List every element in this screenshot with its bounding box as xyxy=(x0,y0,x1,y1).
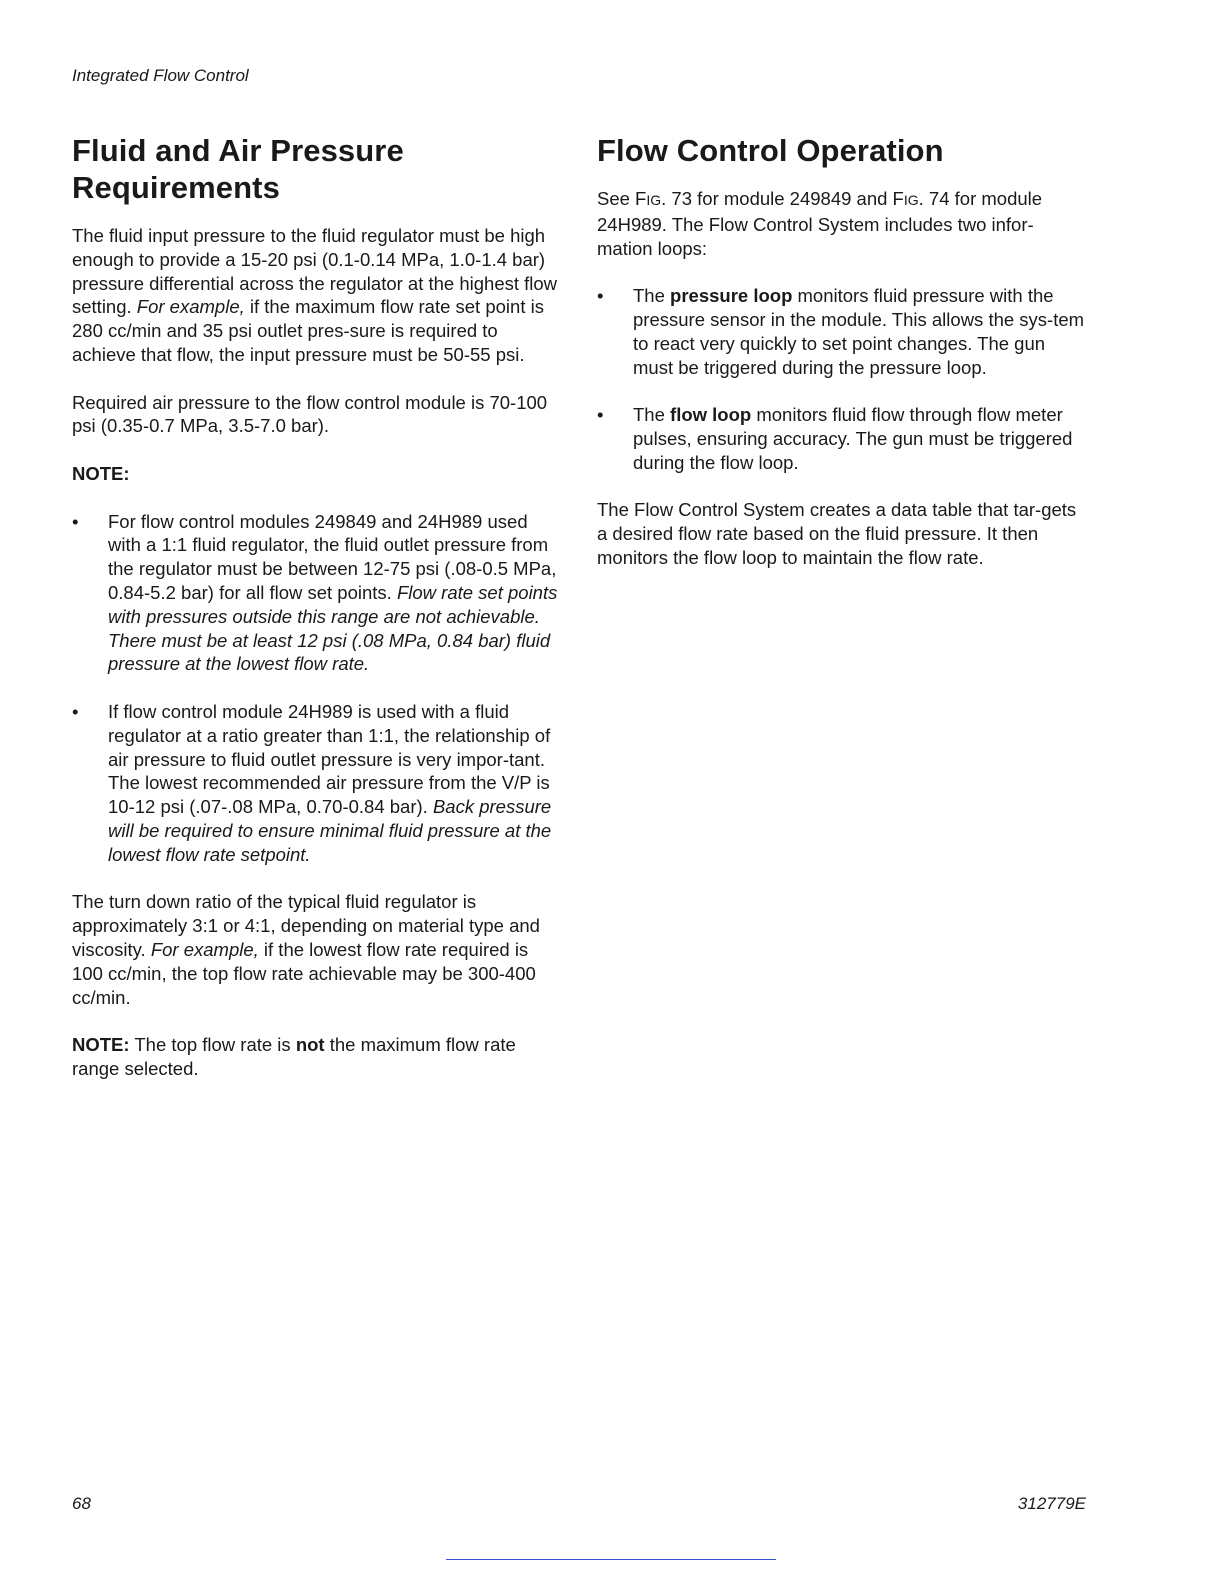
strong-text: pressure loop xyxy=(670,285,793,307)
text-run: The xyxy=(633,285,671,307)
paragraph-air-pressure: Required air pressure to the flow control module is 70-100 psi (0.35-0.7 MPa, 3.5-7.0 bar). xyxy=(72,391,548,437)
paragraph-fluid-input-pressure xyxy=(72,224,558,367)
text-run: The fluid input pressure to the fluid regulator must be high enough to provide a 15-20 psi (0.1-0.14 MPa, 1.0-1.4 bar) pressure differential across the regulator at the highest flow setting. xyxy=(72,225,558,318)
bullet-mark: • xyxy=(597,285,604,307)
emphasis-text: Flow rate set points with pressures outside this range are not achievable. There must be at least 12 psi (.08 MPa, 0.84 bar) fluid pressure at the lowest flow rate. xyxy=(108,581,558,675)
small-caps-text: IG xyxy=(646,192,662,208)
note-label: NOTE: xyxy=(72,1034,130,1056)
paragraph-top-flow-note xyxy=(72,1033,564,1081)
text-run: The top flow rate is xyxy=(129,1034,296,1056)
section-heading-flow-control-operation: Flow Control Operation xyxy=(597,133,944,168)
text-run: The turn down ratio of the typical fluid regulator is approximately 3:1 or 4:1, depending on material type and viscosity. xyxy=(72,891,540,960)
bullet-mark: • xyxy=(72,700,79,722)
text-run: monitors fluid pressure with the pressure sensor in the module. This allows the sys-tem to react very quickly to set point changes. The gun must be triggered during the pressure loop. xyxy=(633,285,1085,378)
document-number: 312779E xyxy=(1017,1494,1086,1513)
paragraph-turn-down-ratio xyxy=(72,890,564,1009)
note-bullet-list xyxy=(72,510,564,867)
text-run: if the lowest flow rate required is 100 cc/min, the top flow rate achievable may be 300-400 cc/min. xyxy=(72,938,536,1008)
list-item xyxy=(72,510,564,677)
text-run: If flow control module 24H989 is used with a fluid regulator at a ratio greater than 1:1, the relationship of air pressure to fluid outlet pressure is very impor-tant. The lowest recommended air pressure from the V/P is 10-12 psi (.07-.08 MPa, 0.70-0.84 bar). xyxy=(108,700,551,818)
text-run: . 74 for module 24H989. The Flow Control System includes two infor-mation loops: xyxy=(597,188,1043,259)
list-item xyxy=(597,284,1089,379)
text-run: The xyxy=(633,404,671,426)
footer-divider xyxy=(446,1559,776,1560)
list-item xyxy=(72,700,564,867)
text-run: if the maximum flow rate set point is 280 cc/min and 35 psi outlet pres-sure is required to achieve that flow, the input pressure must be 50-55 psi. xyxy=(72,296,544,365)
running-header: Integrated Flow Control xyxy=(72,66,249,85)
section-heading-fluid-air-pressure: Fluid and Air Pressure Requirements xyxy=(72,133,404,205)
left-column xyxy=(72,132,564,1104)
text-run: . 73 for module 249849 and F xyxy=(661,188,904,209)
emphasis-text: For example, xyxy=(150,938,259,960)
text-run: monitors fluid flow through flow meter pulses, ensuring accuracy. The gun must be triggered during the flow loop. xyxy=(633,404,1073,473)
list-item xyxy=(597,403,1089,474)
paragraph-see-figures xyxy=(597,187,1089,260)
loop-bullet-list xyxy=(597,284,1089,474)
strong-text: flow loop xyxy=(670,404,752,426)
small-caps-text: IG xyxy=(903,192,919,208)
paragraph-data-table: The Flow Control System creates a data table that tar-gets a desired flow rate based on the fluid pressure. It then monitors the flow loop to maintain the flow rate. xyxy=(597,499,1077,568)
emphasis-text: Back pressure will be required to ensure minimal fluid pressure at the lowest flow rate setpoint. xyxy=(108,796,552,865)
right-column xyxy=(597,132,1089,594)
text-run: the maximum flow rate range selected. xyxy=(72,1034,516,1079)
strong-text: not xyxy=(295,1034,325,1056)
note-label: NOTE: xyxy=(72,462,130,484)
bullet-mark: • xyxy=(72,510,79,532)
text-run: For flow control modules 249849 and 24H989 used with a 1:1 fluid regulator, the fluid outlet pressure from the regulator must be between 12-75 psi (.08-0.5 MPa, 0.84-5.2 bar) for all flow set points. xyxy=(108,510,557,603)
bullet-mark: • xyxy=(597,404,604,426)
emphasis-text: For example, xyxy=(136,296,245,318)
text-run: See F xyxy=(597,188,647,209)
page-number: 68 xyxy=(72,1494,91,1513)
